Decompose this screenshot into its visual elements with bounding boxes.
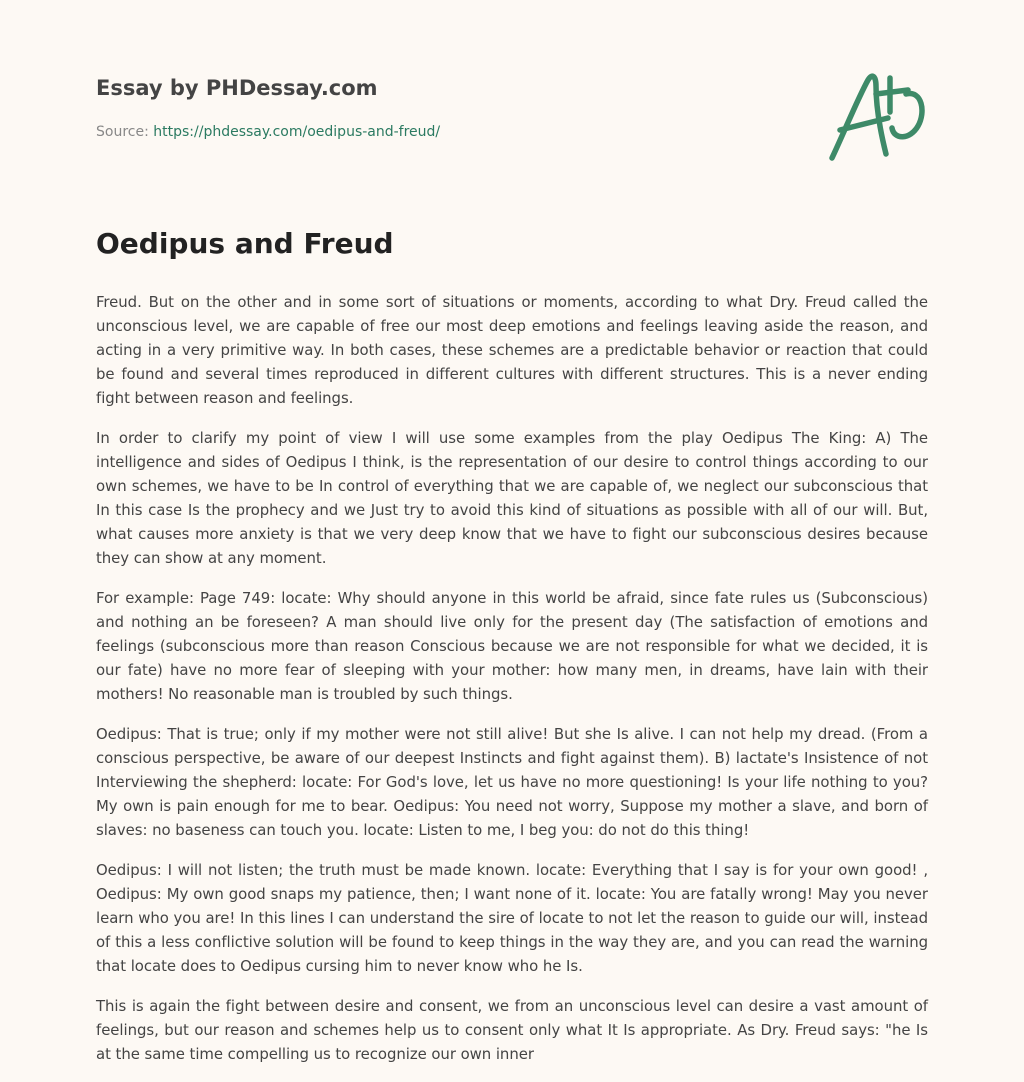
essay-paragraph-1: Freud. But on the other and in some sort of situations or moments, according to what Dry. Freud called the unconscious level, we are capable of free our most deep emotions and feelings leaving aside the reason, and acting in a very primitive way. In both cases, these schemes are a predictable behavior or reaction that could be found and several times reproduced in different cultures with different structures. This is a never ending fight between reason and feelings. xyxy=(96,293,928,407)
essay-title: Oedipus and Freud xyxy=(96,227,394,260)
page-header xyxy=(96,0,928,200)
a-plus-logo-icon xyxy=(828,68,928,164)
source-line xyxy=(96,124,440,140)
site-title: Essay by PHDessay.com xyxy=(96,76,378,100)
essay-article xyxy=(96,224,928,1082)
essay-paragraph-5: Oedipus: I will not listen; the truth must be made known. locate: Everything that I say is for your own good! , Oedipus: My own good snaps my patience, then; I want none of it. locate: You are fatally wrong! May you never learn who you are! In this lines I can understand the sire of locate to not let the reason to guide our will, instead of this a less conflictive solution will be found to keep things in the way they are, and you can read the warning that locate does to Oedipus cursing him to never know who he Is. xyxy=(96,861,928,975)
essay-paragraph-3: For example: Page 749: locate: Why should anyone in this world be afraid, since fate rules us (Subconscious) and nothing an be foreseen? A man should live only for the present day (The satisfaction of emotions and feelings (subconscious more than reason Conscious because we are not responsible for what we decided, it is our fate) have no more fear of sleeping with your mother: how many men, in dreams, have lain with their mothers! No reasonable man is troubled by such things. xyxy=(96,589,928,703)
essay-paragraph-2: In order to clarify my point of view I will use some examples from the play Oedipus The King: A) The intelligence and sides of Oedipus I think, is the representation of our desire to control things according to our own schemes, we have to be In control of everything that we are capable of, we neglect our subconscious that In this case Is the prophecy and we Just try to avoid this kind of situations as possible with all of our will. But, what causes more anxiety is that we very deep know that we have to fight our subconscious desires because they can show at any moment. xyxy=(96,429,928,567)
essay-paragraph-4: Oedipus: That is true; only if my mother were not still alive! But she Is alive. I can not help my dread. (From a conscious perspective, be aware of our deepest Instincts and fight against them). B) lactate's Insistence of not Interviewing the shepherd: locate: For God's love, let us have no more questioning! Is your life nothing to you? My own is pain enough for me to bear. Oedipus: You need not worry, Suppose my mother a slave, and born of slaves: no baseness can touch you. locate: Listen to me, I beg you: do not do this thing! xyxy=(96,725,928,839)
source-label: Source: xyxy=(96,124,149,140)
source-link[interactable]: https://phdessay.com/oedipus-and-freud/ xyxy=(153,124,441,140)
essay-paragraph-6: This is again the fight between desire and consent, we from an unconscious level can desire a vast amount of feelings, but our reason and schemes help us to consent only what It Is appropriate. As Dry. Freud says: "he Is at the same time compelling us to recognize our own inner xyxy=(96,997,928,1063)
